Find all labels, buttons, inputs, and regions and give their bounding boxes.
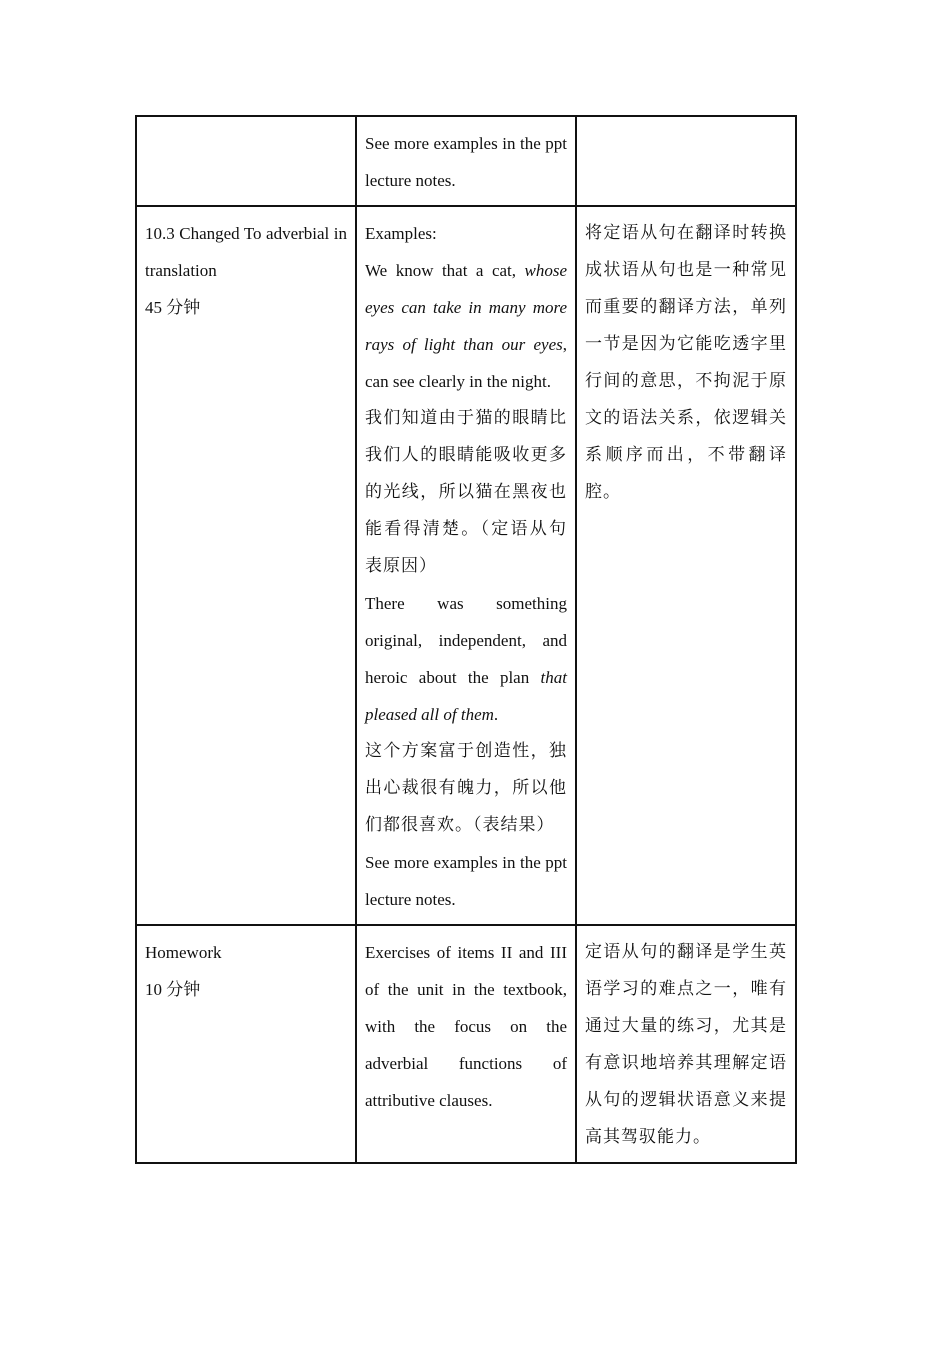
example-2-text-end: . xyxy=(493,705,499,724)
example-2-translation: 这个方案富于创造性，独出心裁很有魄力，所以他们都很喜欢。（表结果） xyxy=(365,741,567,835)
comment-text: 将定语从句在翻译时转换成状语从句也是一种常见而重要的翻译方法，单列一节是因为它能吃透字里行间的意思，不拘泥于原文的语法关系，依逻辑关系顺序而出，不带翻译腔。 xyxy=(585,223,787,502)
duration-text: 45 分钟 xyxy=(145,298,201,317)
examples-label: Examples: xyxy=(365,224,437,243)
more-examples-note: See more examples in the ppt lecture notes. xyxy=(365,134,567,190)
content-cell xyxy=(356,925,576,1163)
table-row xyxy=(136,206,796,925)
example-sentence-2 xyxy=(365,585,567,733)
example-1-text: We know that a cat, xyxy=(365,261,525,280)
duration-text: 10 分钟 xyxy=(145,980,201,999)
topic-text: 10.3 Changed To adverbial in translation xyxy=(145,224,347,280)
comment-cell xyxy=(576,206,796,925)
example-2-text: There was something original, independent, and heroic about the plan xyxy=(365,594,567,687)
example-1-translation: 我们知道由于猫的眼睛比我们人的眼睛能吸收更多的光线，所以猫在黑夜也能看得清楚。（定语从句表原因） xyxy=(365,408,567,576)
topic-text: Homework xyxy=(145,943,222,962)
content-cell xyxy=(356,206,576,925)
comment-text: 定语从句的翻译是学生英语学习的难点之一，唯有通过大量的练习，尤其是有意识地培养其理解定语从句的逻辑状语意义来提高其驾驭能力。 xyxy=(585,942,787,1147)
topic-cell xyxy=(136,925,356,1163)
example-sentence-1 xyxy=(365,252,567,400)
example-2-clause: that pleased all of them xyxy=(365,668,567,724)
topic-cell xyxy=(136,206,356,925)
content-cell xyxy=(356,116,576,206)
table-row xyxy=(136,116,796,206)
more-examples-note: See more examples in the ppt lecture notes. xyxy=(365,853,567,909)
homework-text: Exercises of items II and III of the unit in the textbook, with the focus on the adverbial functions of attributive clauses. xyxy=(365,943,567,1110)
table-row xyxy=(136,925,796,1163)
lesson-plan-table xyxy=(135,115,797,1164)
example-1-text-end: , can see clearly in the night. xyxy=(365,335,567,391)
comment-cell xyxy=(576,925,796,1163)
example-1-clause: whose eyes can take in many more rays of light than our eyes xyxy=(365,261,567,354)
topic-cell xyxy=(136,116,356,206)
comment-cell xyxy=(576,116,796,206)
